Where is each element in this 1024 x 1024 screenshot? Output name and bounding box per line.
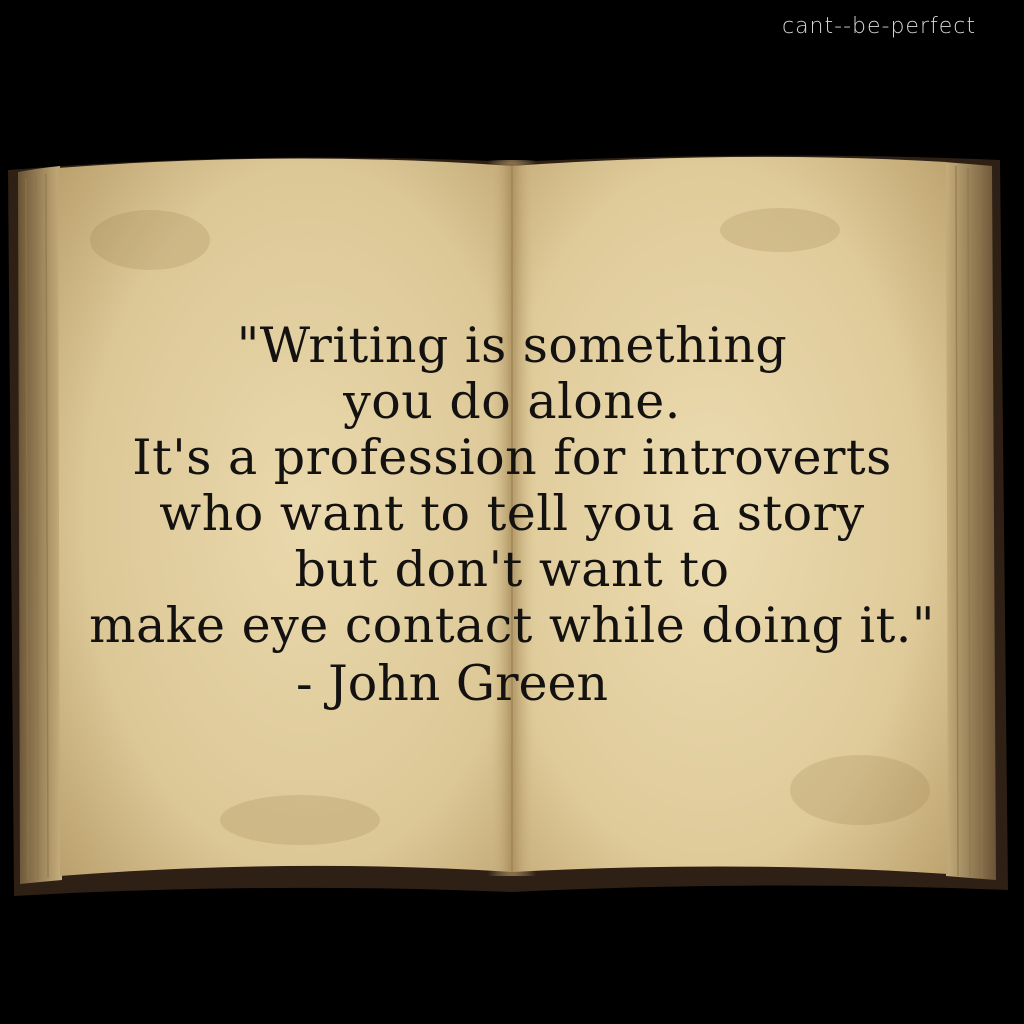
quote-line: It's a profession for introverts xyxy=(132,429,892,486)
quote-line: make eye contact while doing it." xyxy=(89,597,935,654)
quote-line: "Writing is something xyxy=(236,317,788,374)
quote-block xyxy=(40,318,984,714)
quote-line: you do alone. xyxy=(343,373,681,430)
quote-author: - John Green xyxy=(295,655,609,712)
quote-line: but don't want to xyxy=(294,541,730,598)
watermark-text: cant--be-perfect xyxy=(781,14,976,39)
quote-line: who want to tell you a story xyxy=(159,485,865,542)
